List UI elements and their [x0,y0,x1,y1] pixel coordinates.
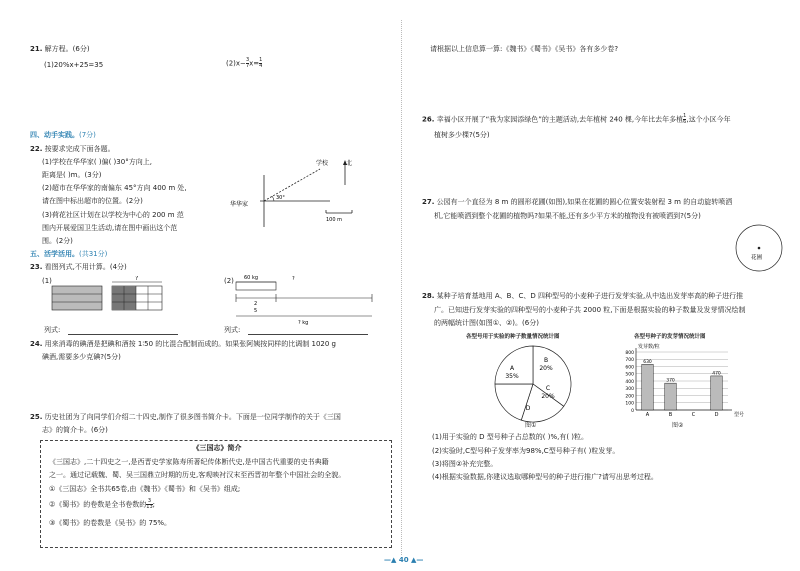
card-line-4: ②《蜀书》的卷数是全书卷数的 $\frac{3}{13}$ ; [49,498,156,510]
q23-frac-d: 5 [254,308,258,314]
q22-line: 22. 按要求完成下面各题。 [30,145,115,153]
q22-l3: (2)超市在华华家的南偏东 45°方向 400 m 处, [42,184,187,192]
q25-question: 请根据以上信息算一算:《魏书》《蜀书》《吴书》各有多少卷? [430,45,619,53]
pie-label-c: C [545,385,551,392]
map-figure [230,155,380,235]
bar-category-b: B [668,412,673,418]
q23-eq1-line [68,334,178,335]
q28-s2: (2)实验时,C型号种子发芽率为98%,C型号种子有( )粒发芽。 [432,447,620,455]
bar-ytick: 200 [625,394,634,400]
q23-fig1 [50,276,200,316]
pie-chart [488,342,578,428]
bar-ytick: 600 [625,365,634,371]
q28-s1: (1)用于实验的 D 型号种子占总数的( )%,有( )粒。 [432,433,589,441]
bar-ytick: 100 [625,401,634,407]
q23-line: 23. 看图列式,不用计算。(4分) [30,263,127,271]
flower-bed-figure [732,222,786,274]
bar-title: 各型号种子的发芽情况统计图 [634,334,706,340]
bar-chart [612,342,752,422]
book-card [40,440,392,548]
bar-value-b: 370 [666,378,675,384]
q23-60kg: 60 kg [244,275,259,281]
bar-value-a: 630 [643,359,652,365]
school-label: 学校 [316,160,329,167]
q22-l4: 请在图中标出超市的位置。(2分) [42,197,143,205]
q23-frac-n: 2 [254,301,258,307]
scale-label: 100 m [326,217,343,223]
pie-title: 各型号用于实验的种子数量情况统计图 [466,334,560,340]
bar-value-d: 470 [712,371,721,377]
q25-l1: 25. 历史社团为了向同学们介绍二十四史,制作了很多图书简介卡。下面是一位同学制作的关于《三国 [30,413,341,421]
bar-caption: 图② [672,422,684,429]
q25-l2: 志》的简介卡。(6分) [42,426,108,434]
q23-qkg: ? kg [298,320,309,326]
q28-l1: 28. 某种子培育基地用 A、B、C、D 四种型号的小麦种子进行发芽实验,从中选出发芽率高的种子进行推 [422,292,744,300]
q21-eq2: (2)x− $\frac{3}{7}$ x= $\frac{1}{4}$ [226,57,263,69]
q23-b1: (1) [42,277,52,285]
pie-pct-b: 20% [539,365,553,372]
bar-ytick: 0 [631,408,634,414]
pie-pct-c: 20% [541,393,555,400]
card-title: 《三国志》简介 [192,444,242,452]
q24-l1: 24. 用来消毒的碘酒是把碘和酒按 1∶50 的比混合配制而成的。如果张阿姨按同样的比调制 1020 g [30,340,336,348]
section-4-title: 四、动手实践。(7分) [30,131,96,139]
pie-caption: 图① [525,422,537,429]
page-number: —▲ 40 ▲— [384,556,424,564]
q22-l2: 距离是( )m。(3分) [42,171,102,179]
bar-ylabel: 发芽数/粒 [638,344,660,350]
bar-ytick: 300 [625,387,634,393]
card-line-5: ③《蜀书》的卷数是《吴书》的 75%。 [49,519,172,527]
q28-s4: (4)根据实验数据,你建议选取哪种型号的种子进行推广?请写出思考过程。 [432,473,658,481]
bar-category-a: A [645,412,650,418]
q23-question-mark: ? [135,276,139,282]
bar-ytick: 700 [625,358,634,364]
bar-xlabel: 型号 [734,412,745,418]
q28-l3: 的两幅统计图(如图①、②)。(6分) [434,319,539,327]
q22-l6: 围内开展爱国卫生活动,请在图中画出这个范 [42,224,178,232]
bar-a [642,364,654,410]
q23-eq2: 列式: [224,326,241,334]
q22-l7: 围。(2分) [42,237,73,245]
q23-eq2-line [248,334,368,335]
q26-l1: 26. 幸福小区开展了“我为家园添绿色”的主题活动,去年植树 240 棵,今年比去年多植 $\frac{1}{6}$ ,这个小区今年 [422,113,731,125]
card-line-3: ①《三国志》全书共65卷,由《魏书》《蜀书》和《吴书》组成; [49,485,241,493]
q21-line: 21. 解方程。(6分) [30,45,90,53]
pie-label-a: A [509,365,515,372]
q23-eq1: 列式: [44,326,61,334]
q22-l1: (1)学校在华华家( )偏( )30°方向上, [42,158,152,166]
q24-l2: 碘酒,需要多少克碘?(5分) [42,353,121,361]
pie-label-b: B [543,357,549,364]
card-line-1: 《三国志》,二十四史之一,是西晋史学家陈寿所著纪传体断代史,是中国古代重要的史书典籍 [49,458,329,466]
bar-b [665,383,677,410]
pie-pct-a: 35% [505,373,519,380]
q28-s3: (3)将图②补充完整。 [432,460,498,468]
q23-fig2 [232,272,382,326]
pie-label-d: D [525,405,531,412]
q27-l1: 27. 公园有一个直径为 8 m 的圆形花圃(如图),如果在花圃的圆心位置安装射程 3 m 的自动旋转喷洒 [422,198,733,206]
q23-b2: (2) [224,277,234,285]
q28-l2: 广。已知进行发芽实验的四种型号的小麦种子共 2000 粒,下面是根据实验的种子数量及发芽情况绘制 [434,306,746,314]
north-label: 北 [346,160,353,167]
bar-ytick: 800 [625,350,634,356]
q22-l5: (3)荷花社区计划在以学校为中心的 200 m 范 [42,211,184,219]
q27-l2: 机,它能喷洒到整个花圃的植物吗?如果不能,还有多少平方米的植物没有被喷洒到?(5分) [434,212,701,220]
q26-l2: 植树多少棵?(5分) [434,131,490,139]
bar-ytick: 500 [625,372,634,378]
bar-d [711,376,723,410]
bar-category-d: D [714,412,719,418]
angle-label: 30° [276,195,285,201]
section-5-title: 五、活学活用。(共31分) [30,250,108,258]
q21-eq1: (1)20%x+25=35 [44,61,104,69]
right-column [402,0,800,571]
card-line-2: 之一。通过记载魏、蜀、吴三国鼎立时期的历史,客观映衬汉末至西晋初年整个中国社会的全貌。 [49,471,346,479]
q23-q2: ? [292,276,295,282]
flower-bed-label: 花圃 [751,255,763,261]
bar-category-c: C [691,412,696,418]
bar-ytick: 400 [625,379,634,385]
home-label: 华华家 [230,201,249,208]
